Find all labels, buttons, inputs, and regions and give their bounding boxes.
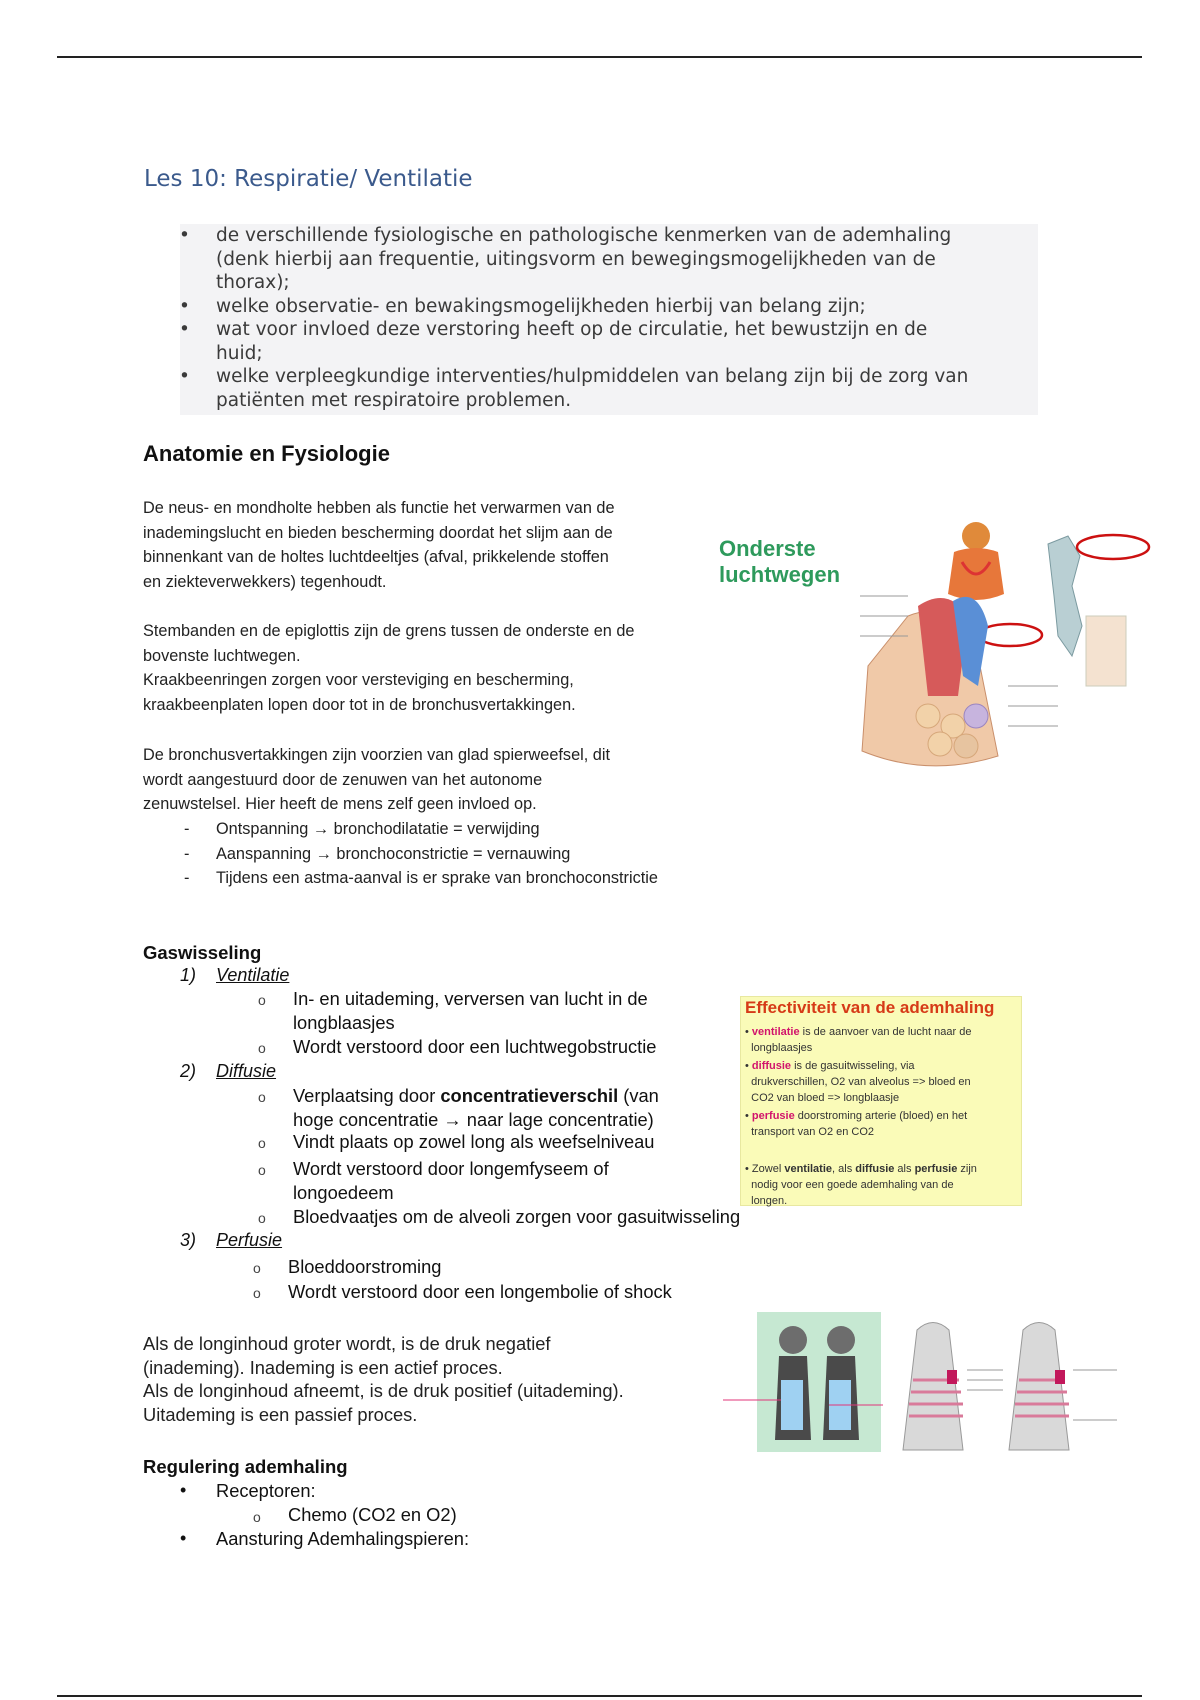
effectiviteit-title: Effectiviteit van de ademhaling — [745, 998, 995, 1017]
effectiviteit-row: • diffusie is de gasuitwisseling, via drukverschillen, O2 van alveolus => bloed en CO2 van bloed => longblaasje — [745, 1060, 971, 1104]
objective-line: patiënten met respiratoire problemen. — [216, 389, 572, 411]
circle-bullet: o — [258, 1135, 266, 1151]
effectiviteit-card — [740, 996, 1022, 1206]
objective-line: • welke observatie- en bewakingsmogelijkheden hierbij van belang zijn; — [179, 295, 866, 317]
effectiviteit-row: • ventilatie is de aanvoer van de lucht naar de longblaasjes — [745, 1026, 972, 1054]
circle-bullet: o — [258, 1162, 266, 1178]
text-line: Kraakbeenringen zorgen voor versteviging en bescherming, — [143, 671, 574, 689]
perfusie-line: Wordt verstoord door een longembolie of shock — [288, 1281, 672, 1302]
airways-illustration — [858, 516, 1153, 781]
text-line: De neus- en mondholte hebben als functie het verwarmen van de — [143, 499, 615, 517]
text-line: Als de longinhoud groter wordt, is de druk negatief — [143, 1333, 551, 1354]
text-line: binnenkant van de holtes luchtdeeltjes (afval, prikkelende stoffen — [143, 548, 609, 566]
item-title-perfusie: Perfusie — [216, 1230, 283, 1250]
diffusie-line: Vindt plaats op zowel long als weefselniveau — [293, 1131, 655, 1152]
diffusie-line: hoge concentratie → naar lage concentratie) — [293, 1109, 654, 1130]
section-heading-anatomie: Anatomie en Fysiologie — [143, 441, 390, 466]
circle-bullet: o — [253, 1260, 261, 1276]
regulering-item: Aansturing Ademhalingspieren: — [216, 1528, 470, 1549]
list-number: 2) — [180, 1061, 197, 1081]
text-line: De bronchusvertakkingen zijn voorzien van glad spierweefsel, dit — [143, 746, 610, 764]
diffusie-line: Verplaatsing door concentratieverschil (van — [293, 1085, 659, 1106]
bullet: • — [180, 1528, 187, 1548]
objective-line: • wat voor invloed deze verstoring heeft op de circulatie, het bewustzijn en de — [179, 319, 928, 340]
text-line: zenuwstelsel. Hier heeft de mens zelf geen invloed op. — [143, 795, 537, 813]
item-title-ventilatie: Ventilatie — [216, 965, 290, 985]
dash-item: - Ontspanning → bronchodilatatie = verwijding — [184, 820, 540, 838]
objectives-list — [175, 224, 1040, 412]
text-line: bovenste luchtwegen. — [143, 646, 301, 665]
page-title: Les 10: Respiratie/ Ventilatie — [144, 166, 473, 192]
regulering-item: Chemo (CO2 en O2) — [288, 1504, 457, 1525]
anatomy-paragraph-3 — [143, 743, 713, 817]
diffusie-line: Bloedvaatjes om de alveoli zorgen voor gasuitwisseling — [293, 1206, 741, 1227]
text-line: Uitademing is een passief proces. — [143, 1403, 418, 1425]
objective-line: huid; — [216, 342, 263, 364]
effectiviteit-footer: • Zowel ventilatie, als diffusie als perfusie zijn nodig voor een goede ademhaling van de longen. — [745, 1163, 977, 1207]
circle-bullet: o — [258, 1040, 266, 1056]
bottom-rule — [57, 1695, 1142, 1697]
list-number: 3) — [180, 1230, 197, 1250]
regulering-item: Receptoren: — [216, 1480, 316, 1501]
anatomy-dash-list — [0, 817, 760, 891]
perfusie-line: Bloeddoorstroming — [288, 1256, 442, 1277]
ventilatie-line: longblaasjes — [293, 1012, 395, 1033]
objective-line: thorax); — [216, 272, 290, 293]
breathing-mechanics-illustration — [723, 1310, 1123, 1455]
text-line: Als de longinhoud afneemt, is de druk positief (uitademing). — [143, 1380, 624, 1401]
text-line: kraakbeenplaten lopen door tot in de bronchusvertakkingen. — [143, 695, 576, 714]
circle-bullet: o — [253, 1285, 261, 1301]
anatomy-paragraph-1 — [143, 496, 713, 594]
text-line: (inademing). Inademing is een actief proces. — [143, 1356, 503, 1378]
top-rule — [57, 56, 1142, 58]
circle-bullet: o — [258, 1089, 266, 1105]
section-heading-regulering: Regulering ademhaling — [143, 1456, 348, 1477]
text-line: en ziekteverwekkers) tegenhoudt. — [143, 572, 387, 591]
dash-item: - Aanspanning → bronchoconstrictie = vernauwing — [184, 844, 571, 863]
text-line: inademingslucht en bieden bescherming doordat het slijm aan de — [143, 523, 613, 542]
circle-bullet: o — [253, 1509, 261, 1525]
text-line: wordt aangestuurd door de zenuwen van het autonome — [143, 770, 543, 789]
ventilatie-line: In- en uitademing, verversen van lucht in de — [293, 988, 648, 1009]
ventilatie-line: Wordt verstoord door een luchtwegobstructie — [293, 1036, 657, 1057]
objective-line: • welke verpleegkundige interventies/hulpmiddelen van belang zijn bij de zorg van — [179, 366, 969, 387]
dash-item: - Tijdens een astma-aanval is er sprake van bronchoconstrictie — [184, 869, 658, 887]
list-number: 1) — [180, 965, 197, 985]
figure-label-onderste-luchtwegen: Onderste luchtwegen — [719, 536, 841, 587]
objective-line: • de verschillende fysiologische en pathologische kenmerken van de ademhaling — [179, 225, 952, 246]
diffusie-line: longoedeem — [293, 1182, 394, 1203]
circle-bullet: o — [258, 992, 266, 1008]
pressure-paragraph — [143, 1332, 624, 1426]
effectiviteit-row: • perfusie doorstroming arterie (bloed) en het transport van O2 en CO2 — [745, 1110, 968, 1138]
section-heading-gaswisseling: Gaswisseling — [143, 942, 262, 963]
item-title-diffusie: Diffusie — [216, 1061, 277, 1081]
text-line: Stembanden en de epiglottis zijn de grens tussen de onderste en de — [143, 622, 635, 640]
circle-bullet: o — [258, 1210, 266, 1226]
objective-line: (denk hierbij aan frequentie, uitingsvorm en bewegingsmogelijkheden van de — [216, 248, 936, 270]
diffusie-line: Wordt verstoord door longemfyseem of — [293, 1158, 609, 1179]
anatomy-paragraph-2 — [143, 619, 713, 717]
bullet: • — [180, 1480, 187, 1500]
